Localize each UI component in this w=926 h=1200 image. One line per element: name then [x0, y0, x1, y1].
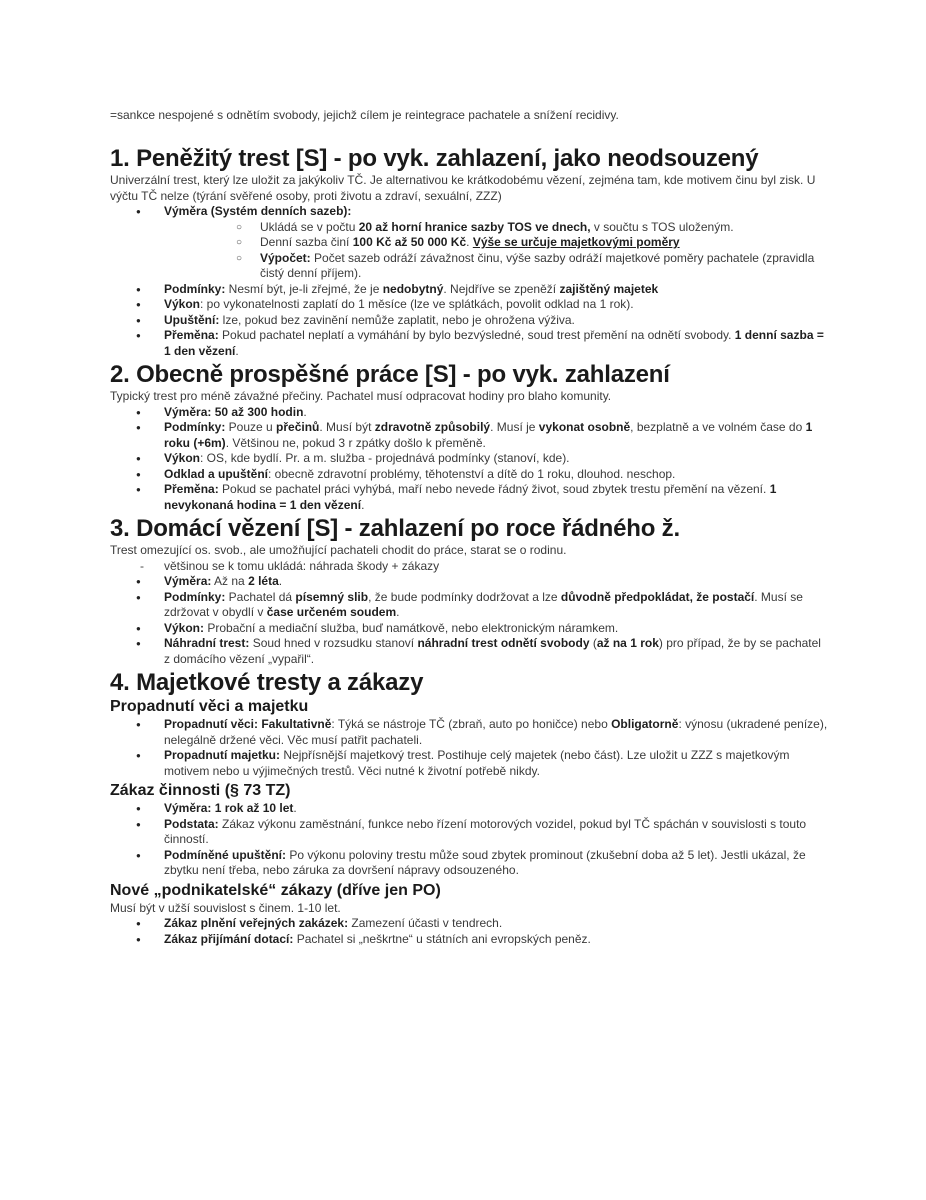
section-1-list — [110, 204, 830, 359]
section-property-penalties — [110, 669, 830, 947]
intro-text: =sankce nespojené s odnětím svobody, jejichž cílem je reintegrace pachatele a snížení recidivy. — [110, 108, 619, 122]
section-3-desc: Trest omezující os. svob., ale umožňující pachateli chodit do práce, starat se o rodinu. — [110, 543, 567, 557]
section-house-arrest — [110, 515, 830, 667]
list-item: ● Náhradní trest: Soud hned v rozsudku stanoví náhradní trest odnětí svobody (až na 1 rok) pro případ, že by se pachatel z domácího vězení „vypařil“. — [110, 636, 830, 667]
list-item: ● Výměra (Systém denních sazeb): ○ Ukládá se v počtu 20 až horní hranice sazby TOS ve dnech, v součtu s TOS uloženým. ○ Denní sazba činí 100 Kč až 50 000 Kč. Výše se určuje majetkovými poměry ○ Výpočet: Počet sazeb odráží závažnost činu, výše sazby odráží majetkové poměry pachatele (zpravidla čistý denní příjem). — [110, 204, 830, 282]
list-item: ● Podstata: Zákaz výkonu zaměstnání, funkce nebo řízení motorových vozidel, pokud byl TČ spáchán v souvislosti s touto činností. — [110, 817, 830, 848]
section-fine — [110, 145, 830, 359]
list-item: ● Podmíněné upuštění: Po výkonu poloviny trestu může soud zbytek prominout (zkušební doba až 5 let). Jestli ukázal, že zbytku není třeba, nebo záruka za dovršení nápravy odsouzeného. — [110, 848, 830, 879]
section-4-title: 4. Majetkové tresty a zákazy — [110, 669, 424, 696]
subsection-business-bans-list — [110, 916, 830, 947]
subsection-forfeiture-list — [110, 717, 830, 779]
list-item: ● Přeměna: Pokud se pachatel práci vyhýbá, maří nebo nevede řádný život, soud zbytek trestu přemění na vězení. 1 nevykonaná hodina = 1 den vězení. — [110, 482, 830, 513]
list-item: ● Výměra: 1 rok až 10 let. — [110, 801, 830, 817]
list-item: ● Výkon: Probační a mediační služba, buď namátkově, nebo elektronickým náramkem. — [110, 621, 830, 637]
list-item: ● Podmínky: Nesmí být, je-li zřejmé, že je nedobytný. Nejdříve se zpeněží zajištěný majetek — [110, 282, 830, 298]
list-item: ● Výkon: po vykonatelnosti zaplatí do 1 měsíce (lze ve splátkách, povolit odklad na 1 rok). — [110, 297, 830, 313]
list-item: - většinou se k tomu ukládá: náhrada škody + zákazy — [110, 559, 830, 575]
list-item: ● Upuštění: lze, pokud bez zavinění nemůže zaplatit, nebo je ohrožena výživa. — [110, 313, 830, 329]
list-item: ● Zákaz přijímání dotací: Pachatel si „neškrtne“ u státních ani evropských peněz. — [110, 932, 830, 948]
list-item: ● Propadnutí věci: Fakultativně: Týká se nástroje TČ (zbraň, auto po honičce) nebo Obligatorně: výnosu (ukradené peníze), nelegálně držené věci. Věc musí patřit pachateli. — [110, 717, 830, 748]
section-2-desc: Typický trest pro méně závažné přečiny. Pachatel musí odpracovat hodiny pro blaho komunity. — [110, 389, 612, 403]
list-item: ● Propadnutí majetku: Nejpřísnější majetkový trest. Postihuje celý majetek (nebo část). Lze uložit u ZZZ s majetkovým motivem nebo u výjimečných trestů. Věci nutné k životní potřebě nikdy. — [110, 748, 830, 779]
section-1-title: 1. Peněžitý trest [S] - po vyk. zahlazení, jako neodsouzený — [110, 145, 759, 172]
dash-list — [110, 559, 830, 575]
sub-list — [164, 220, 830, 282]
section-3-title: 3. Domácí vězení [S] - zahlazení po roce řádného ž. — [110, 515, 680, 542]
document-page — [110, 108, 830, 949]
list-item: ● Podmínky: Pachatel dá písemný slib, že bude podmínky dodržovat a lze důvodně předpokládat, že postačí. Musí se zdržovat v obydlí v čase určeném soudem. — [110, 590, 830, 621]
list-item: ○ Výpočet: Počet sazeb odráží závažnost činu, výše sazby odráží majetkové poměry pachatele (zpravidla čistý denní příjem). — [164, 251, 830, 282]
subsection-forfeiture-title: Propadnutí věci a majetku — [110, 698, 309, 715]
subsection-business-bans-title: Nové „podnikatelské“ zákazy (dříve jen PO) — [110, 881, 441, 899]
list-item: ● Výměra: Až na 2 léta. — [110, 574, 830, 590]
list-item: ● Výměra: 50 až 300 hodin. — [110, 405, 830, 421]
section-2-list — [110, 405, 830, 514]
section-3-list — [110, 574, 830, 667]
list-item: ○ Denní sazba činí 100 Kč až 50 000 Kč. Výše se určuje majetkovými poměry — [164, 235, 830, 251]
list-item: ○ Ukládá se v počtu 20 až horní hranice sazby TOS ve dnech, v součtu s TOS uloženým. — [164, 220, 830, 236]
section-community-service — [110, 361, 830, 513]
subsection-business-bans-desc: Musí být v užší souvislost s činem. 1-10 let. — [110, 900, 341, 915]
list-item: ● Podmínky: Pouze u přečinů. Musí být zdravotně způsobilý. Musí je vykonat osobně, bezplatně a ve volném čase do 1 roku (+6m). Většinou ne, pokud 3 r zpátky došlo k přeměně. — [110, 420, 830, 451]
section-1-desc: Univerzální trest, který lze uložit za jakýkoliv TČ. Je alternativou ke krátkodobému vězení, zejména tam, kde motivem činu byl zisk. U výčtu TČ nelze (týrání svěřené osoby, proti životu a zdraví, sexuální, ZZZ) — [110, 173, 816, 203]
subsection-activity-ban-list — [110, 801, 830, 879]
list-item: ● Odklad a upuštění: obecně zdravotní problémy, těhotenství a dítě do 1 roku, dlouhod. neschop. — [110, 467, 830, 483]
list-item: ● Přeměna: Pokud pachatel neplatí a vymáhání by bylo bezvýsledné, soud trest přemění na odnětí svobody. 1 denní sazba = 1 den vězení. — [110, 328, 830, 359]
list-item: ● Zákaz plnění veřejných zakázek: Zamezení účasti v tendrech. — [110, 916, 830, 932]
section-2-title: 2. Obecně prospěšné práce [S] - po vyk. zahlazení — [110, 361, 670, 388]
list-item: ● Výkon: OS, kde bydlí. Pr. a m. služba - projednává podmínky (stanoví, kde). — [110, 451, 830, 467]
subsection-activity-ban-title: Zákaz činnosti (§ 73 TZ) — [110, 782, 291, 799]
